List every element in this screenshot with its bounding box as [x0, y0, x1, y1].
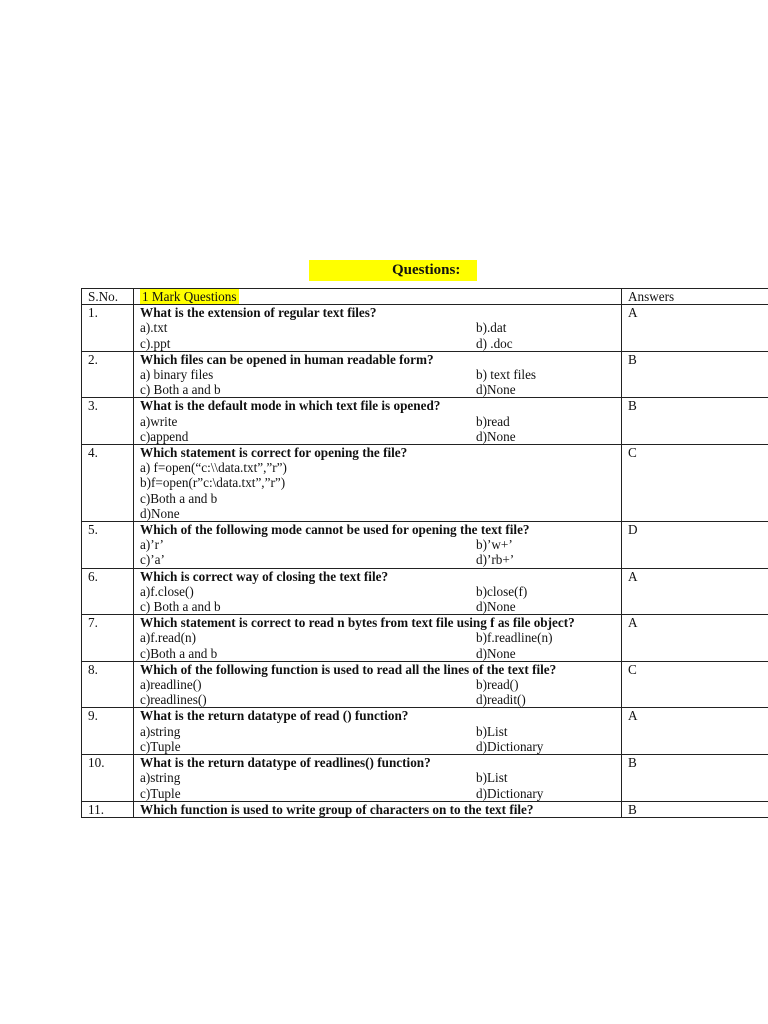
option-text: d)Dictionary: [476, 785, 544, 801]
question-cell: [134, 708, 622, 755]
option-text: b)List: [476, 723, 508, 739]
option-text: a) f=open(“c:\\data.txt”,”r”): [140, 460, 287, 476]
table-row: [82, 708, 768, 755]
question-number: 2.: [82, 351, 134, 398]
answer-cell: B: [622, 351, 768, 398]
option-text: a)readline(): [140, 677, 202, 693]
questions-heading: [0, 258, 768, 282]
question-number: 5.: [82, 522, 134, 569]
question-cell: [134, 661, 622, 708]
answer-cell: A: [622, 708, 768, 755]
option-row: [140, 786, 621, 801]
table-row: [82, 801, 768, 817]
option-row: [140, 552, 621, 567]
question-text: Which of the following mode cannot be used for opening the text file?: [140, 522, 530, 538]
table-row: [82, 661, 768, 708]
answer-cell: A: [622, 615, 768, 662]
option-text: c)’a’: [140, 552, 165, 568]
question-cell: [134, 615, 622, 662]
table-row: [82, 615, 768, 662]
option-row: [140, 646, 621, 661]
option-text: a).txt: [140, 320, 168, 336]
option-text: d)None: [476, 599, 516, 615]
table-row: [82, 398, 768, 445]
option-text: b)f.readline(n): [476, 630, 553, 646]
option-text: d)None: [476, 428, 516, 444]
option-text: c)append: [140, 428, 189, 444]
option-text: c)Both a and b: [140, 490, 218, 506]
question-cell: [134, 801, 622, 817]
question-number: 11.: [82, 801, 134, 817]
table-row: [82, 522, 768, 569]
option-text: c)Tuple: [140, 738, 181, 754]
option-text: c) Both a and b: [140, 599, 221, 615]
question-number: 1.: [82, 305, 134, 352]
option-text: b) text files: [476, 367, 537, 383]
question-text: Which function is used to write group of characters on to the text file?: [140, 801, 534, 817]
option-row: [140, 429, 621, 444]
option-row: [140, 677, 621, 692]
question-text: What is the extension of regular text files?: [140, 305, 377, 321]
question-cell: [134, 305, 622, 352]
option-text: a)string: [140, 770, 181, 786]
question-cell: [134, 522, 622, 569]
option-text: a)f.read(n): [140, 630, 197, 646]
option-row: [140, 739, 621, 754]
option-text: a)string: [140, 723, 181, 739]
question-number: 9.: [82, 708, 134, 755]
question-cell: [134, 755, 622, 802]
answer-cell: A: [622, 568, 768, 615]
option-text: d)None: [140, 505, 180, 521]
question-text: Which statement is correct to read n bytes from text file using f as file object?: [140, 615, 575, 631]
question-text: What is the return datatype of readlines() function?: [140, 755, 431, 771]
question-text: What is the default mode in which text file is opened?: [140, 398, 441, 414]
answer-cell: B: [622, 755, 768, 802]
table-header-row: [82, 289, 768, 305]
option-text: d)None: [476, 382, 516, 398]
option-row: [140, 770, 621, 785]
question-text: Which files can be opened in human readable form?: [140, 351, 434, 367]
header-question-label: 1 Mark Questions: [142, 289, 237, 304]
answer-cell: B: [622, 801, 768, 817]
option-row: [140, 692, 621, 707]
option-text: d)Dictionary: [476, 738, 544, 754]
option-row: [140, 382, 621, 397]
option-text: b)close(f): [476, 583, 528, 599]
questions-table: [81, 288, 768, 818]
option-text: c).ppt: [140, 335, 171, 351]
table-row: [82, 351, 768, 398]
option-text: c)readlines(): [140, 692, 207, 708]
option-text: c) Both a and b: [140, 382, 221, 398]
option-text: a)write: [140, 413, 178, 429]
option-row: [140, 320, 621, 335]
option-text: b)read: [476, 413, 510, 429]
option-row: [140, 599, 621, 614]
heading-text: Questions:: [392, 262, 461, 278]
table-row: [82, 568, 768, 615]
question-text: What is the return datatype of read () function?: [140, 708, 409, 724]
option-text: a)’r’: [140, 537, 164, 553]
option-text: b)read(): [476, 677, 519, 693]
answer-cell: C: [622, 661, 768, 708]
question-text: Which statement is correct for opening the file?: [140, 445, 408, 461]
table-row: [82, 305, 768, 352]
question-cell: [134, 568, 622, 615]
option-row: [140, 367, 621, 382]
option-text: a) binary files: [140, 367, 214, 383]
table-row: [82, 755, 768, 802]
question-number: 7.: [82, 615, 134, 662]
option-text: d)None: [476, 645, 516, 661]
answer-cell: B: [622, 398, 768, 445]
option-text: d)readit(): [476, 692, 526, 708]
option-row: [140, 537, 621, 552]
option-text: d)’rb+’: [476, 552, 515, 568]
header-sno: S.No.: [82, 289, 134, 305]
option-row: [140, 724, 621, 739]
option-row: [140, 336, 621, 351]
option-text: a)f.close(): [140, 583, 194, 599]
option-text: d) .doc: [476, 335, 513, 351]
option-text: c)Both a and b: [140, 645, 218, 661]
answer-cell: D: [622, 522, 768, 569]
answer-cell: A: [622, 305, 768, 352]
option-row: [140, 630, 621, 645]
question-number: 6.: [82, 568, 134, 615]
option-text: b)f=open(r”c:\data.txt”,”r”): [140, 475, 286, 491]
question-number: 3.: [82, 398, 134, 445]
header-answer: Answers: [622, 289, 768, 305]
option-text: c)Tuple: [140, 785, 181, 801]
question-number: 10.: [82, 755, 134, 802]
option-text: b)List: [476, 770, 508, 786]
option-text: b)’w+’: [476, 537, 513, 553]
question-cell: [134, 351, 622, 398]
table-row: [82, 445, 768, 522]
option-row: [140, 414, 621, 429]
option-row: [140, 584, 621, 599]
question-text: Which is correct way of closing the text file?: [140, 568, 389, 584]
option-text: b).dat: [476, 320, 507, 336]
question-text: Which of the following function is used to read all the lines of the text file?: [140, 661, 557, 677]
question-cell: [134, 445, 622, 522]
header-question: [134, 289, 622, 305]
question-cell: [134, 398, 622, 445]
question-number: 8.: [82, 661, 134, 708]
answer-cell: C: [622, 445, 768, 522]
question-number: 4.: [82, 445, 134, 522]
